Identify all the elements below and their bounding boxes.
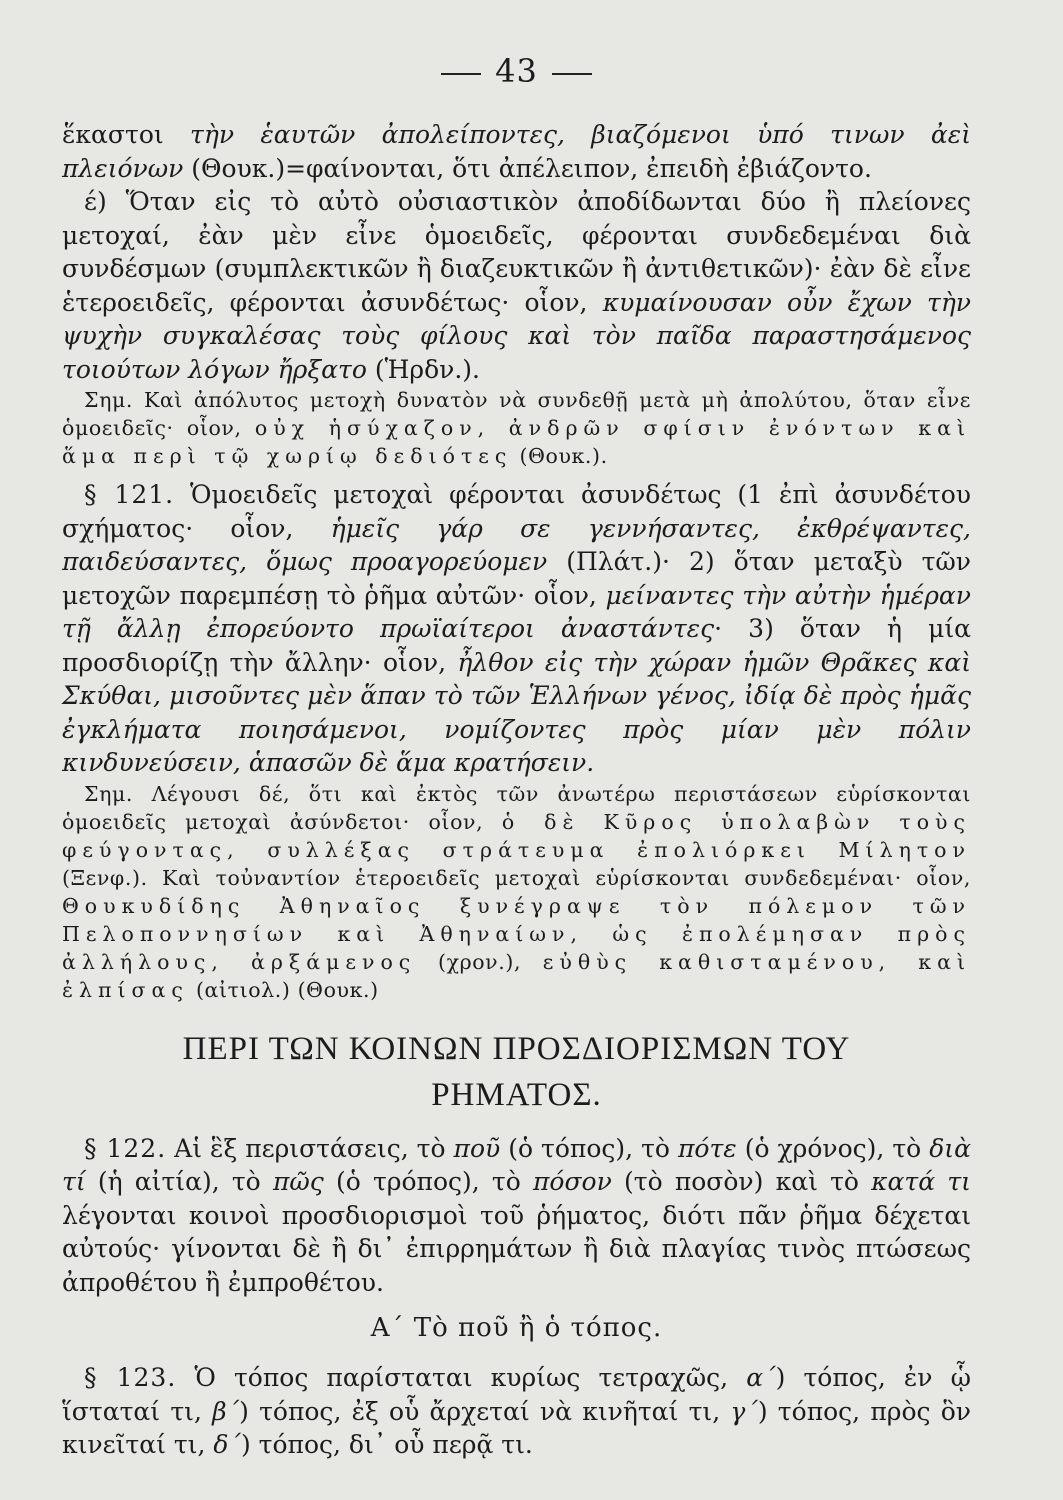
spaced-quote: οὐχ ἡσύχαζον, ἀνδρῶν σφίσιν ἐνόντων καὶ ἅμα περὶ τῷ χωρίῳ δεδιότες (62, 416, 971, 468)
heading-line-2: ΡΗΜΑΤΟΣ. (431, 1076, 602, 1113)
text-span: (Θουκ.). (512, 444, 608, 468)
italic-term: ποῦ (453, 1133, 501, 1163)
text-span: (Πλάτ.)· 2) ὅταν μεταξὺ τῶν μετοχῶν παρεμπέσῃ τὸ ῥῆμα αὐτῶν· οἷον, (62, 547, 971, 610)
italic-quote: ἦλθον εἰς τὴν χώραν ἡμῶν Θρᾶκες καὶ Σκύθαι, μισοῦντες μὲν ἅπαν τὸ τῶν Ἑλλήνων γένος, ἰδίᾳ δὲ πρὸς ἡμᾶς ἐγκλήματα ποιησάμενοι, νομίζοντες πρὸς μίαν μὲν πόλιν κινδυνεύσειν, ἁπασῶν δὲ ἅμα κρατήσειν. (62, 647, 971, 777)
italic-quote: κυμαίνουσαν οὖν ἔχων τὴν ψυχὴν συγκαλέσας τοὺς φίλους καὶ τὸν παῖδα παραστησάμενος τοιούτων λόγων ἤρξατο (62, 287, 971, 384)
paragraph-e (62, 185, 971, 386)
note-1 (62, 386, 971, 470)
text-span: Ὁ τόπος παρίσταται κυρίως τετραχῶς, (176, 1363, 747, 1392)
text-span: ) τόπος, πρὸς ὃν κινεῖταί τι, (62, 1396, 972, 1459)
text-span: Σημ. Καὶ ἀπόλυτος μετοχὴ δυνατὸν νὰ συνδεθῇ μετὰ μὴ ἀπολύτου, ὅταν εἶνε ὁμοειδεῖς· οἷον, (62, 388, 971, 440)
text-span: ) τόπος, ἐν ᾧ ἵσταταί τι, (62, 1363, 971, 1426)
text-span: (Ξενφ.). Καὶ τοὐναντίον ἑτεροειδεῖς μετοχαὶ εὑρίσκονται συνδεδεμέναι· οἷον, (62, 865, 971, 890)
section-123 (62, 1361, 971, 1462)
note-2 (62, 780, 971, 1004)
text-span: Σημ. Λέγουσι δέ, ὅτι καὶ ἐκτὸς τῶν ἀνωτέρω περιστάσεων εὑρίσκονται ὁμοειδεῖς μετοχαὶ ἀσύνδετοι· οἷον, (62, 781, 971, 834)
text-span: (αἰτιολ.) (Θουκ.) (188, 977, 379, 1002)
section-number: § 122. (84, 1133, 167, 1163)
spaced-quote: Θουκυδίδης Ἀθηναῖος ξυνέγραψε τὸν πόλεμον τῶν Πελοποννησίων καὶ Ἀθηναίων, ὡς ἐπολέμησαν πρὸς ἀλλήλους, ἀρξάμενος (62, 893, 971, 974)
italic-letter: β´ (212, 1396, 240, 1426)
text-span: (ὁ τόπος), τὸ (500, 1133, 678, 1163)
text-span: ) τόπος, ἐξ οὗ ἄρχεταί νὰ κινῆταί τι, (239, 1396, 731, 1426)
spaced-quote: ὁ δὲ Κῦρος ὑπολαβὼν τοὺς φεύγοντας, συλλέξας στράτευμα ἐπολιόρκει Μίλητον (62, 809, 971, 862)
text-span: (ὁ τρόπος), τὸ (323, 1167, 533, 1196)
paragraph-continuation (62, 118, 971, 185)
page-number (62, 52, 971, 90)
italic-letter: δ´ (213, 1430, 241, 1459)
text-span: · 3) ὅταν ἡ μία προσδιορίζῃ τὴν ἄλλην· οἷον, (62, 614, 972, 677)
italic-term: πότε (677, 1133, 737, 1163)
text-span: Ὁμοειδεῖς μετοχαὶ φέρονται ἀσυνδέτως (1 ἐπὶ ἀσυνδέτου σχήματος· οἷον, (62, 480, 971, 543)
section-number: § 123. (84, 1363, 177, 1392)
italic-quote: τὴν ἑαυτῶν ἀπολείποντες, βιαζόμενοι ὑπό τινων ἀεὶ πλειόνων (62, 120, 971, 183)
dash-left (441, 73, 481, 75)
text-span: (ἡ αἰτία), τὸ (85, 1167, 273, 1196)
dash-right (552, 73, 592, 75)
spaced-quote: εὐθὺς καθισταμένου, καὶ ἐλπίσας (62, 949, 971, 1002)
section-122 (62, 1132, 971, 1300)
section-number: § 121. (84, 480, 175, 509)
text-span: (ὁ χρόνος), τὸ (736, 1133, 930, 1163)
italic-quote: μείναντες τὴν αὐτὴν ἡμέραν τῇ ἄλλῃ ἐπορεύοντο πρωϊαίτεροι ἀναστάντες (62, 580, 972, 643)
text-span: (χρον.), (416, 949, 543, 974)
text-span: (τὸ ποσὸν) καὶ τὸ (611, 1167, 872, 1196)
chapter-heading (62, 1026, 971, 1118)
page-number-value: 43 (495, 52, 538, 90)
text-span: Αἱ ἓξ περιστάσεις, τὸ (166, 1133, 454, 1163)
italic-letter: α´ (746, 1363, 776, 1392)
section-121 (62, 478, 971, 780)
text-span: ἕκαστοι (62, 120, 191, 149)
italic-quote: ἡμεῖς γάρ σε γεννήσαντες, ἐκθρέψαντες, παιδεύσαντες, ὅμως προαγορεύομεν (62, 513, 971, 576)
text-span: ) τόπος, δι᾽ οὗ περᾷ τι. (240, 1430, 533, 1459)
italic-term: κατά τι (871, 1167, 971, 1196)
italic-term: πῶς (272, 1167, 324, 1196)
text-span: λέγονται κοινοὶ προσδιορισμοὶ τοῦ ῥήματος, διότι πᾶν ῥῆμα δέχεται αὐτούς· γίνονται δὲ ἢ δι᾽ ἐπιρρημάτων ἢ διὰ πλαγίας τινὸς πτώσεως ἀπροθέτου ἢ ἐμπροθέτου. (62, 1200, 971, 1297)
subheading: Α´ Τὸ ποῦ ἢ ὁ τόπος. (370, 1313, 663, 1343)
italic-letter: γ´ (730, 1396, 758, 1426)
text-span: (Θουκ.)=φαίνονται, ὅτι ἀπέλειπον, ἐπειδὴ ἐβιάζοντο. (183, 153, 872, 183)
text-span: (Ἡρδν.). (366, 354, 480, 384)
heading-line-1: ΠΕΡΙ ΤΩΝ ΚΟΙΝΩΝ ΠΡΟΣΔΙΟΡΙΣΜΩΝ ΤΟΥ (182, 1030, 851, 1067)
italic-term: πόσον (533, 1167, 612, 1196)
text-span: έ) Ὅταν εἰς τὸ αὐτὸ οὐσιαστικὸν ἀποδίδωνται δύο ἢ πλείονες μετοχαί, ἐὰν μὲν εἶνε ὁμοειδεῖς, φέρονται συνδεδεμέναι διὰ συνδέσμων (συμπλεκτικῶν ἢ διαζευκτικῶν ἢ ἀντιθετικῶν)· ἐὰν δὲ εἶνε ἑτεροειδεῖς, φέρονται ἀσυνδέτως· οἷον, (62, 187, 971, 317)
italic-term: διὰ τί (62, 1133, 971, 1196)
